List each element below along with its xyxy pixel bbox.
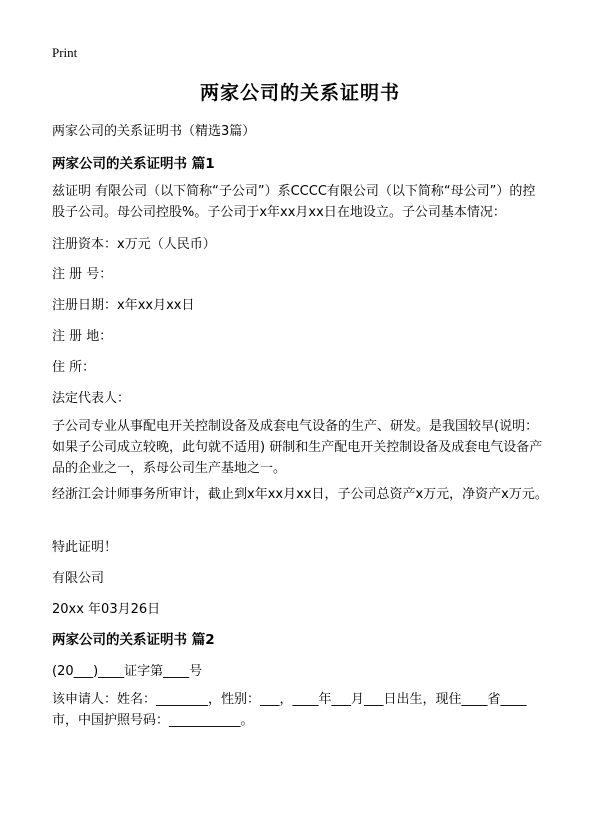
business-paragraph: 子公司专业从事配电开关控制设备及成套电气设备的生产、研发。是我国较早(说明：如果子公司成立较晚，此句就不适用) 研制和生产配电开关控制设备及成套电气设备产品的企业之一，系母公司生产基地之一。 (52, 419, 543, 476)
document-subtitle: 两家公司的关系证明书（精选3篇） (52, 124, 256, 139)
registered-address-line: 注 册 地： (52, 329, 113, 344)
section-1-heading: 两家公司的关系证明书 篇1 (52, 156, 215, 172)
closing-line: 特此证明！ (52, 540, 118, 555)
intro-paragraph: 兹证明 有限公司（以下简称“子公司”）系CCCC有限公司（以下简称“母公司”）的控股子公司。母公司控股%。子公司于x年xx月xx日在地设立。子公司基本情况： (52, 184, 536, 220)
registration-number-line: 注 册 号： (52, 267, 113, 282)
legal-representative-line: 法定代表人： (52, 391, 131, 406)
signature-line: 有限公司 (52, 571, 105, 586)
date-line: 20xx 年03月26日 (52, 602, 161, 617)
registration-date-line: 注册日期：x年xx月xx日 (52, 298, 195, 313)
applicant-paragraph: 该申请人：姓名：________，性别：___，____年___月___日出生，现住____省____市，中国护照号码：___________。 (52, 692, 527, 728)
document-title: 两家公司的关系证明书 (199, 82, 400, 104)
certificate-number-line: (20___)____证字第____号 (52, 664, 203, 679)
registered-capital-line: 注册资本：x万元（人民币） (52, 237, 216, 252)
print-link[interactable]: Print (52, 45, 78, 60)
audit-paragraph: 经浙江会计师事务所审计，截止到x年xx月xx日，子公司总资产x万元，净资产x万元。 (52, 487, 548, 502)
residence-line: 住 所： (52, 360, 96, 375)
section-2-heading: 两家公司的关系证明书 篇2 (52, 632, 215, 648)
